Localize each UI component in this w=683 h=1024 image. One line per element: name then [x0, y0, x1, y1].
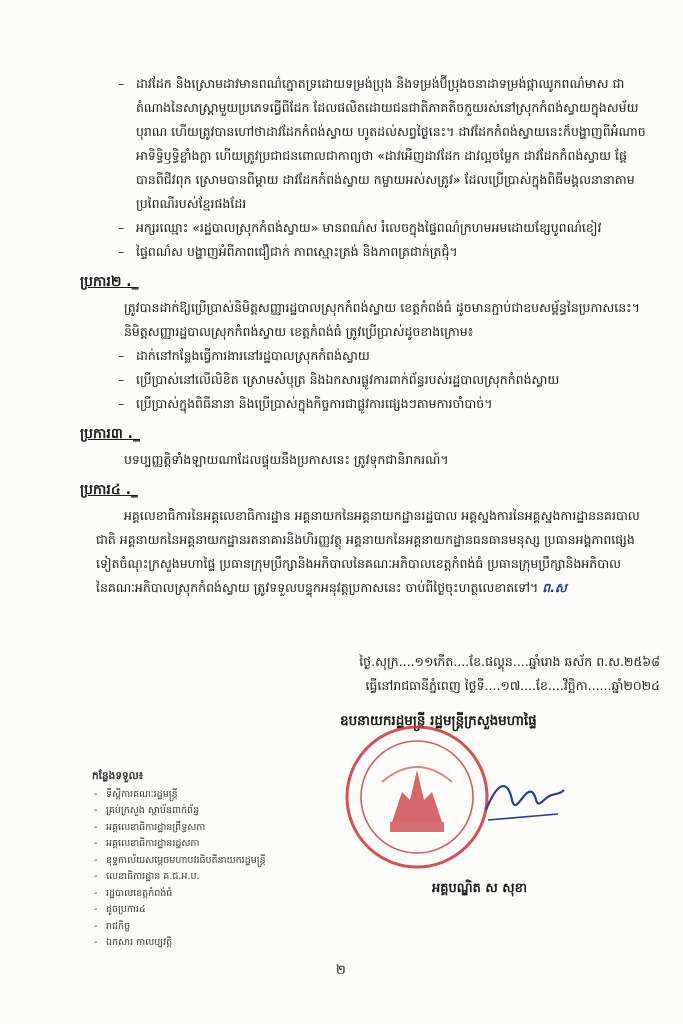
solar-date: ធ្វើនៅរាជធានីភ្នំពេញ ថ្ងៃទី....១៧....ខែ....វិច្ឆិកា......ឆ្នាំ២០២៤: [365, 678, 660, 693]
signature-icon: [478, 770, 568, 830]
article-4-handwritten-initials: ព.ស: [542, 580, 567, 595]
recipients-title: កន្លែងទទួល៖: [92, 770, 144, 782]
recipient-item: - រដ្ឋបាលខេត្តកំពង់ធំ: [92, 886, 266, 903]
article-2-para-2: និមិត្តសញ្ញារដ្ឋបាលស្រុកកំពង់ស្វាយ ខេត្តកំពង់ធំ ត្រូវប្រើប្រាស់ដូចខាងក្រោម៖: [124, 324, 474, 339]
article-4-text: អគ្គលេខាធិការនៃអគ្គលេខាធិការដ្ឋាន អគ្គនាយកនៃអគ្គនាយកដ្ឋានរដ្ឋបាល អគ្គស្នងការនៃអគ្គស្នងការដ្ឋាននគរបាលជាតិ អគ្គនាយកនៃអគ្គនាយកដ្ឋានរតនាគារនិងហិរញ្ញវត្ថុ អគ្គនាយកនៃអគ្គនាយកដ្ឋានធនធានមនុស្ស ប្រធានអង្គភាពផ្សេងទៀតចំណុះក្រសួងមហាផ្ទៃ ប្រធានក្រុមប្រឹក្សានិងអភិបាលនៃគណៈអភិបាលខេត្តកំពង់ធំ ប្រធានក្រុមប្រឹក្សានិងអភិបាលនៃគណៈអភិបាលស្រុកកំពង់ស្វាយ ត្រូវទទួលបន្ទុកអនុវត្តប្រកាសនេះ ចាប់ពីថ្ងៃចុះហត្ថលេខាតទៅ។: [96, 508, 640, 595]
lunar-date: ថ្ងៃ.សុក្រ....១១កើត....ខែ.ផល្គុន....ឆ្នាំរោង ឆស័ក ព.ស.២៥៦៨: [359, 654, 660, 669]
article-2-bullet-letters: – ប្រើប្រាស់នៅលើលិខិត ស្រោមសំបុត្រ និងឯកសារផ្លូវការពាក់ព័ន្ធរបស់រដ្ឋបាលស្រុកកំពង់ស្វាយ: [96, 368, 656, 392]
recipient-item: - ខុទ្ទកាល័យសម្តេចមហាបវរធិបតីនាយករដ្ឋមន្ត្រី: [92, 853, 266, 870]
recipient-item: - ទីស្តីការគណៈរដ្ឋមន្ត្រី: [92, 787, 266, 804]
article-2-para-1: ត្រូវបានដាក់ឱ្យប្រើប្រាស់និមិត្តសញ្ញារដ្ឋបាលស្រុកកំពង់ស្វាយ ខេត្តកំពង់ធំ ដូចមានភ្ជាប់ជាឧបសម្ព័ន្ធនៃប្រកាសនេះ។: [124, 300, 640, 315]
recipient-item: - គ្រប់ក្រសួង ស្ថាប័នពាក់ព័ន្ធ: [92, 803, 266, 820]
official-seal-icon: [342, 722, 492, 872]
recipient-item: - លេខាធិការដ្ឋាន គ.ជ.អ.ប.: [92, 869, 266, 886]
recipient-item: - រាជកិច្ច: [92, 919, 266, 936]
recipient-item: - អគ្គលេខាធិការដ្ឋានព្រឹទ្ធសភា: [92, 820, 266, 837]
article-2-heading: ប្រការ២ ._: [80, 274, 139, 290]
article-3-heading: ប្រការ៣ ._: [80, 426, 140, 442]
recipient-item: - ឯកសារ កាលប្បវត្តិ: [92, 935, 266, 952]
signer-title: ឧបនាយករដ្ឋមន្ត្រី រដ្ឋមន្ត្រីក្រសួងមហាផ្ទៃ: [340, 713, 537, 729]
article-4-para: [96, 504, 656, 600]
bullet-sword-description: – ដាវដែក និងស្រោមដាវមានពណ៌ភ្នោតទ្រដោយទម្រង់ប្រុង និងទម្រង់ប៊ីប្រុងចនាដាទម្រង់ផ្កាឈូកពណ៌មាស ជាតំណាងនៃសាស្ត្រាមួយប្រភេទធ្វើពីដែក ដែលផលិតដោយជនជាតិភាគតិចកួយរស់នៅស្រុកកំពង់ស្វាយក្នុងសម័យបុរាណ ហើយត្រូវបានហៅថាដាវដែកកំពង់ស្វាយ ហូតដល់សព្វថ្ងៃនេះ។ ដាវដែកកំពង់ស្វាយនេះក៏បង្ហាញពីអំណាចអាទិទ្ធិឫទ្ធិខ្លាំងក្លា ហើយត្រូវប្រជាជនពោលជាកាព្យថា «ដាវអើញដាវដែក ដាវល្អចម្លែក ដាវដែកកំពង់ស្វាយ ផ្ដែបានពីជីវពុក ស្រោមបានពីម្ដាយ ដាវដែកកំពង់ស្វាយ កម្ចាយអស់សត្រូវ» ដែលប្រើប្រាស់ក្នុងពិធីមង្គលនានាតាមប្រពៃណីរបស់ខ្មែរផងដែរ: [96, 72, 656, 216]
recipient-item: - ដូចប្រការ៤: [92, 902, 266, 919]
article-3-para: បទប្បញ្ញត្តិទាំងឡាយណាដែលផ្ទុយនឹងប្រកាសនេះ ត្រូវទុកជានិរាករណ៍។: [124, 452, 449, 467]
bullet-white-background: – ផ្ទៃពណ៌ស បង្ហាញអំពីភាពជឿជាក់ ភាពស្មោះត្រង់ និងភាពត្រជាក់ត្រជុំ។: [96, 240, 656, 264]
page-number: ២: [336, 963, 346, 978]
bullet-name-lettering: – អក្សរឈ្មោះ «រដ្ឋបាលស្រុកកំពង់ស្វាយ» មានពណ៌ស រំលេចក្នុងផ្ទៃពណ៌ក្រហមអមដោយខ្សែបូពណ៌ខៀវ: [96, 216, 656, 240]
article-2-bullet-workplace: – ដាក់នៅកន្លែងធ្វើការងារនៅរដ្ឋបាលស្រុកកំពង់ស្វាយ: [96, 344, 656, 368]
article-2-bullet-ceremonies: – ប្រើប្រាស់ក្នុងពិធីនានា និងប្រើប្រាស់ក្នុងកិច្ចការជាផ្លូវការផ្សេងៗតាមការចាំបាច់។: [96, 392, 656, 416]
recipients-list: [92, 768, 266, 952]
article-4-heading: ប្រការ៤ ._: [80, 482, 138, 498]
date-block: [300, 650, 660, 698]
recipient-item: - អគ្គលេខាធិការដ្ឋានរដ្ឋសភា: [92, 836, 266, 853]
document-body: [80, 72, 656, 600]
signer-name: អគ្គបណ្ឌិត ស សុខា: [432, 881, 528, 896]
